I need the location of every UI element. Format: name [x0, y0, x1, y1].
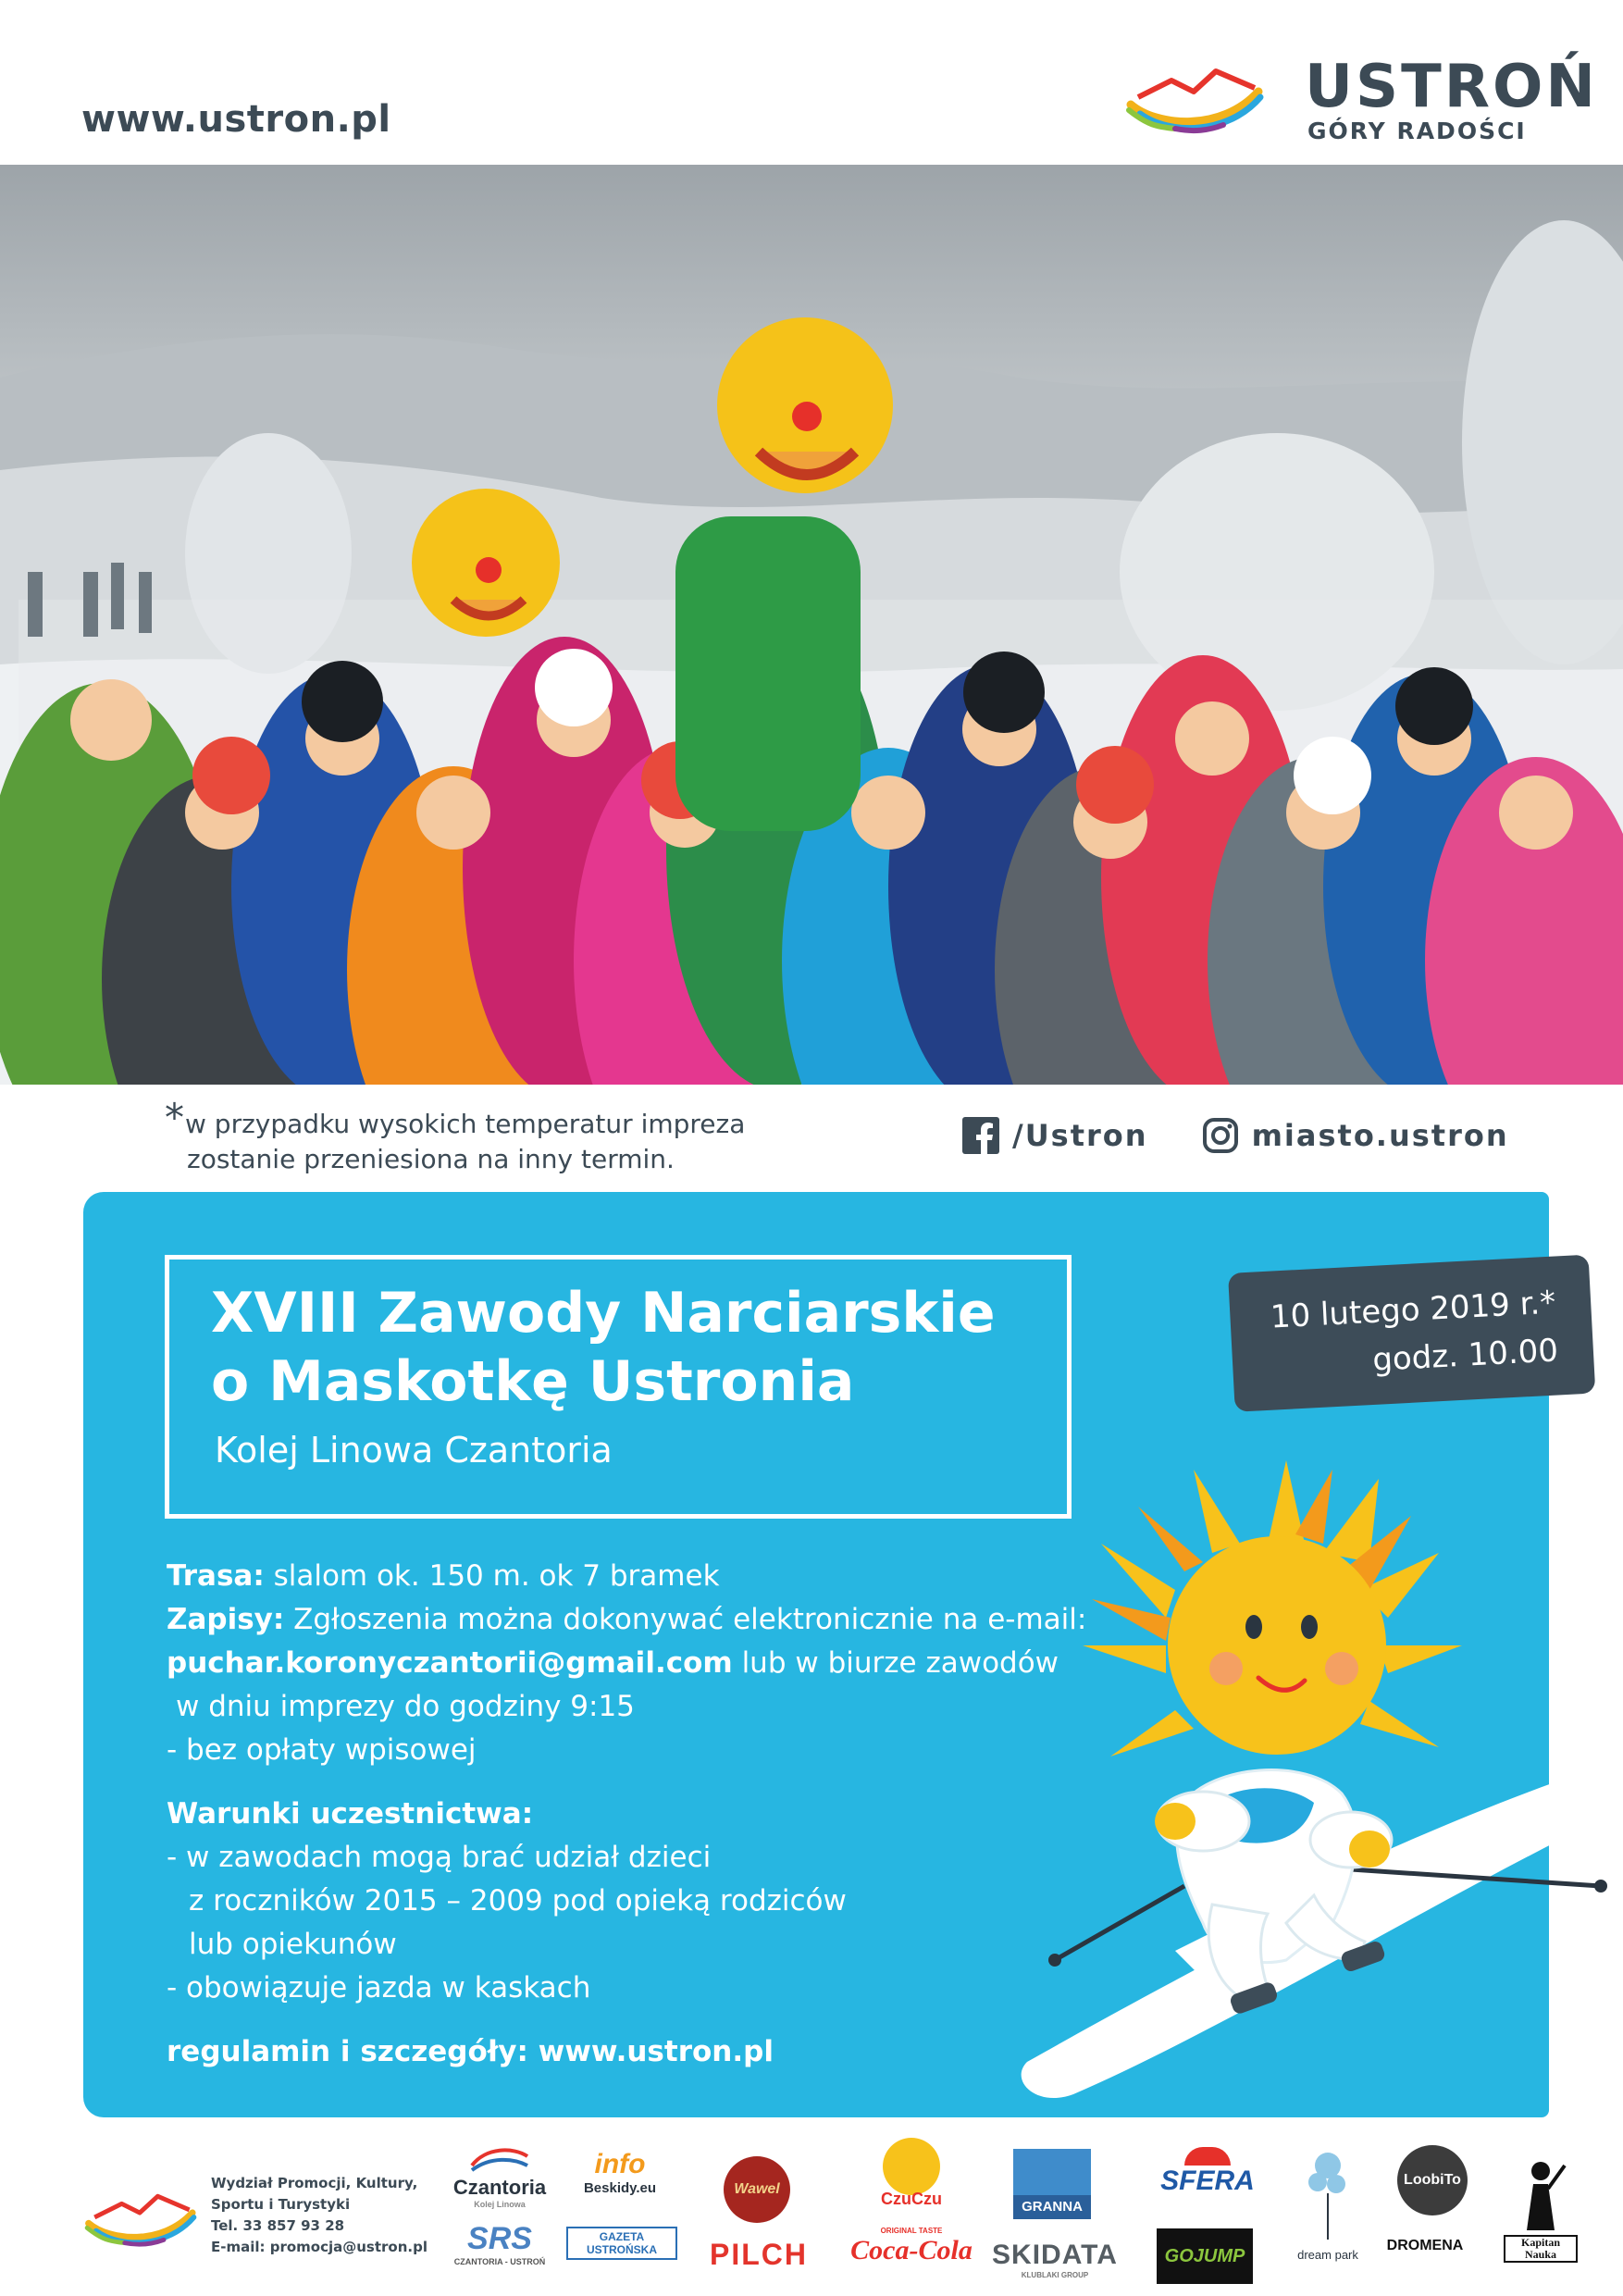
ustron-small-logo-icon: [80, 2182, 200, 2256]
sponsor-skidata: SKIDATA KLUBLAKI GROUP: [992, 2240, 1118, 2279]
note-line-2: zostanie przeniesiona na inny termin.: [187, 1144, 675, 1174]
logo-tagline: GÓRY RADOŚCI: [1307, 118, 1527, 144]
sponsor-sfera: SFERA: [1147, 2147, 1268, 2197]
ustron-logo: [1120, 51, 1598, 153]
sponsor-gazeta: GAZETA USTROŃSKA: [566, 2227, 677, 2260]
registration-line: Zapisy: Zgłoszenia można dokonywać elektronicznie na e-mail:: [167, 1603, 1087, 1636]
sponsor-info-beskidy: info Beskidy.eu: [583, 2149, 657, 2196]
mountain-logo-icon: [1120, 60, 1268, 139]
site-url[interactable]: www.ustron.pl: [81, 98, 391, 141]
sponsor-granna: GRANNA: [1013, 2149, 1091, 2219]
event-venue: Kolej Linowa Czantoria: [215, 1430, 613, 1471]
sponsor-srs: SRS CZANTORIA - USTROŃ: [453, 2221, 546, 2266]
fee-line: - bez opłaty wpisowej: [167, 1733, 477, 1767]
deadline-line: w dniu imprezy do godziny 9:15: [176, 1690, 635, 1723]
event-title-line-2: o Maskotkę Ustronia: [211, 1349, 855, 1414]
email-link[interactable]: puchar.koronyczantorii@gmail.com: [167, 1646, 733, 1680]
event-date: 10 lutego 2019 r.*: [1269, 1284, 1557, 1336]
sponsor-dromena: DROMENA: [1386, 2238, 1464, 2253]
note-asterisk: *: [165, 1095, 184, 1140]
group-photo: [0, 165, 1623, 1085]
sponsor-wawel: Wawel: [724, 2156, 790, 2223]
logo-name: USTROŃ: [1305, 53, 1598, 121]
sponsor-coca-cola: ORIGINAL TASTE Coca-Cola: [850, 2227, 973, 2265]
instagram-link[interactable]: miasto.ustron: [1251, 1118, 1509, 1153]
sponsor-pilch: PILCH: [710, 2238, 808, 2271]
event-title-line-1: XVIII Zawody Narciarskie: [211, 1281, 996, 1346]
footer: [0, 2128, 1623, 2296]
condition-1: - w zawodach mogą brać udział dzieci: [167, 1841, 712, 1874]
conditions-title: Warunki uczestnictwa:: [167, 1797, 534, 1831]
sponsor-czantoria: Czantoria Kolej Linowa: [444, 2147, 555, 2209]
event-time: godz. 10.00: [1371, 1332, 1559, 1379]
facebook-link[interactable]: /Ustron: [1012, 1118, 1148, 1153]
sponsor-loobito: LoobiTo: [1397, 2145, 1468, 2215]
social-links: [962, 1113, 1509, 1158]
instagram-icon[interactable]: [1202, 1117, 1239, 1154]
event-panel: [83, 1192, 1559, 2117]
sponsor-czuczu: CzuCzu: [861, 2138, 962, 2209]
skiing-sun-mascot: [935, 1405, 1623, 2108]
condition-1b: z roczników 2015 – 2009 pod opieką rodziców: [189, 1884, 847, 1917]
route-line: Trasa: slalom ok. 150 m. ok 7 bramek: [167, 1559, 720, 1593]
dept-phone: Tel. 33 857 93 28: [211, 2217, 345, 2234]
sponsor-gojump: GOJUMP: [1157, 2228, 1253, 2284]
weather-note: [185, 1107, 759, 1177]
facebook-icon[interactable]: [962, 1117, 999, 1154]
captain-figure-icon: [1513, 2156, 1568, 2230]
czantoria-swirl-icon: [467, 2147, 532, 2175]
dept-line-1: Wydział Promocji, Kultury,: [211, 2175, 418, 2191]
sponsor-dream-park: dream park: [1277, 2147, 1379, 2262]
note-line-1: w przypadku wysokich temperatur impreza: [185, 1109, 746, 1139]
balloon-icon: [1305, 2147, 1351, 2249]
date-badge: [1228, 1255, 1595, 1412]
condition-2: - obowiązuje jazda w kaskach: [167, 1971, 591, 2004]
email-line: puchar.koronyczantorii@gmail.com lub w biurze zawodów: [167, 1646, 1059, 1680]
condition-1c: lub opiekunów: [189, 1928, 397, 1961]
dept-email[interactable]: E-mail: promocja@ustron.pl: [211, 2239, 427, 2255]
department-contact: [211, 2173, 427, 2258]
dept-line-2: Sportu i Turystyki: [211, 2196, 351, 2213]
sponsor-kapitan-nauka: Kapitan Nauka: [1504, 2156, 1578, 2263]
rules-line[interactable]: regulamin i szczegóły: www.ustron.pl: [167, 2035, 774, 2068]
mascot-sun-left: [412, 489, 560, 637]
